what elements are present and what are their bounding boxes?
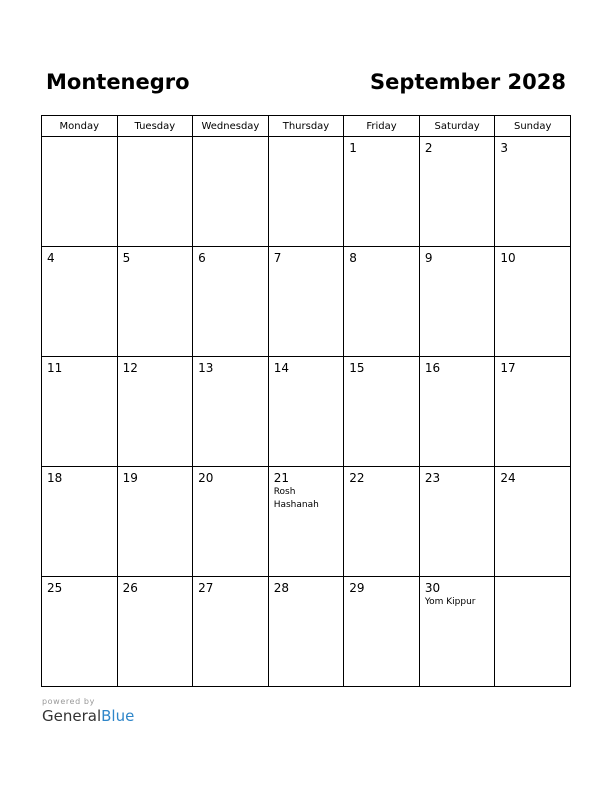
day-number: 15 [349, 361, 365, 375]
day-cell [268, 247, 344, 357]
day-number: 6 [198, 251, 206, 265]
day-cell [42, 247, 118, 357]
day-number: 13 [198, 361, 214, 375]
day-number: 4 [47, 251, 55, 265]
weekday-monday: Monday [42, 116, 118, 137]
day-number: 11 [47, 361, 63, 375]
day-number: 20 [198, 471, 214, 485]
day-cell [419, 467, 495, 577]
day-number: 5 [122, 251, 131, 265]
day-number: 12 [122, 361, 138, 375]
day-cell [344, 357, 420, 467]
day-number [118, 137, 193, 141]
day-cell [193, 357, 269, 467]
brand-blue: Blue [101, 707, 135, 725]
day-cell [268, 577, 344, 687]
day-number [269, 137, 344, 141]
day-cell [268, 137, 344, 247]
day-cell [495, 247, 571, 357]
day-cell [193, 247, 269, 357]
day-number: 24 [500, 471, 516, 485]
day-number: 27 [198, 581, 214, 595]
country-title: Montenegro [46, 70, 190, 94]
week-row [42, 467, 571, 577]
weekday-saturday: Saturday [419, 116, 495, 137]
day-number: 7 [273, 251, 282, 265]
day-cell [117, 467, 193, 577]
day-cell [117, 137, 193, 247]
day-number: 25 [47, 581, 63, 595]
week-row [42, 357, 571, 467]
month-year-title: September 2028 [370, 70, 566, 94]
day-number: 28 [273, 581, 289, 595]
day-number [42, 137, 117, 141]
day-number: 2 [424, 141, 433, 155]
day-cell [419, 357, 495, 467]
day-cell [495, 467, 571, 577]
weekday-friday: Friday [344, 116, 420, 137]
day-cell [193, 467, 269, 577]
day-cell [495, 577, 571, 687]
day-number: 30 [424, 581, 441, 595]
day-number: 1 [349, 141, 357, 155]
day-number: 18 [47, 471, 63, 485]
day-cell [193, 577, 269, 687]
day-number [495, 577, 570, 581]
day-number: 29 [349, 581, 365, 595]
day-cell [117, 247, 193, 357]
day-number: 23 [424, 471, 441, 485]
day-number: 3 [500, 141, 509, 155]
day-number: 19 [122, 471, 138, 485]
day-number: 26 [122, 581, 138, 595]
holiday-label: Rosh Hashanah [273, 487, 319, 510]
day-number: 22 [349, 471, 365, 485]
day-cell [117, 357, 193, 467]
day-cell [42, 357, 118, 467]
day-cell [419, 137, 495, 247]
day-cell [344, 467, 420, 577]
day-number: 16 [424, 361, 441, 375]
day-cell [42, 577, 118, 687]
day-number: 8 [349, 251, 357, 265]
day-cell [42, 467, 118, 577]
weekday-tuesday: Tuesday [117, 116, 193, 137]
calendar-grid [41, 115, 571, 687]
day-cell [495, 357, 571, 467]
powered-by-text: powered by [42, 697, 95, 706]
weekday-sunday: Sunday [495, 116, 571, 137]
day-cell [419, 577, 495, 687]
day-number: 9 [424, 251, 433, 265]
day-number [193, 137, 268, 141]
week-row [42, 247, 571, 357]
generalblue-logo [42, 707, 134, 725]
day-number: 17 [500, 361, 516, 375]
week-row [42, 137, 571, 247]
day-number: 10 [500, 251, 516, 265]
brand-general: General [42, 707, 102, 725]
weekday-wednesday: Wednesday [193, 116, 269, 137]
holiday-label: Yom Kippur [424, 597, 476, 607]
week-row [42, 577, 571, 687]
day-cell [495, 137, 571, 247]
day-cell [117, 577, 193, 687]
day-cell [344, 137, 420, 247]
day-cell [268, 467, 344, 577]
day-cell [419, 247, 495, 357]
day-number: 14 [273, 361, 289, 375]
day-cell [344, 577, 420, 687]
weekday-thursday: Thursday [268, 116, 344, 137]
day-cell [268, 357, 344, 467]
day-cell [344, 247, 420, 357]
day-cell [42, 137, 118, 247]
day-number: 21 [273, 471, 289, 485]
day-cell [193, 137, 269, 247]
footer-branding [42, 697, 134, 725]
weekday-header-row [42, 116, 571, 137]
